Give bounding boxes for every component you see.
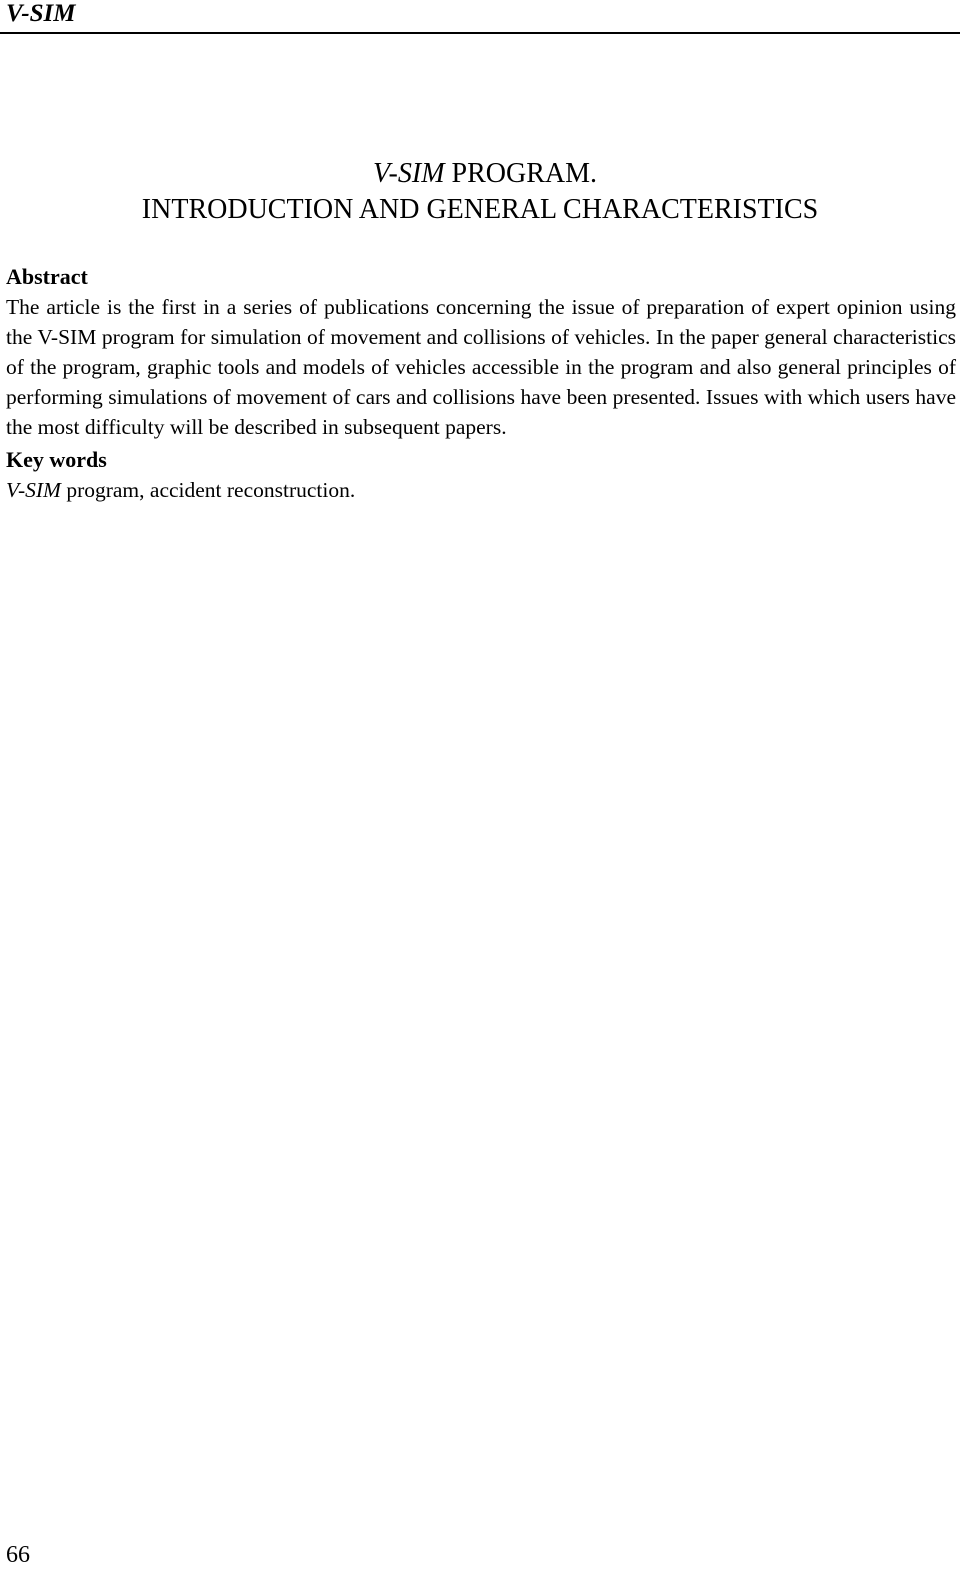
title-line-2: INTRODUCTION AND GENERAL CHARACTERISTICS <box>141 194 819 225</box>
header-rule <box>0 32 960 34</box>
keywords-rest: program, accident reconstruction. <box>60 478 356 502</box>
keywords-program-name: V-SIM <box>6 478 61 502</box>
keywords-text <box>6 475 956 505</box>
running-head: V-SIM <box>6 0 76 27</box>
title-program-name: V-SIM <box>372 158 445 189</box>
paper-title <box>0 156 960 228</box>
keywords-heading: Key words <box>6 447 107 472</box>
page-number: 66 <box>6 1542 30 1568</box>
abstract-text: The article is the first in a series of publications concerning the issue of preparation of expert opinion using the V-SIM program for simulation of movement and collisions of vehicles. In the paper general characteristics of the program, graphic tools and models of vehicles accessible in the program and also general principles of performing simulations of movement of cars and collisions have been presented. Issues with which users have the most difficulty will be described in subsequent papers. <box>6 295 956 439</box>
abstract-heading: Abstract <box>6 264 88 289</box>
title-line-1 <box>0 156 960 192</box>
title-line-1-rest: PROGRAM. <box>444 158 597 189</box>
main-content <box>6 262 956 505</box>
